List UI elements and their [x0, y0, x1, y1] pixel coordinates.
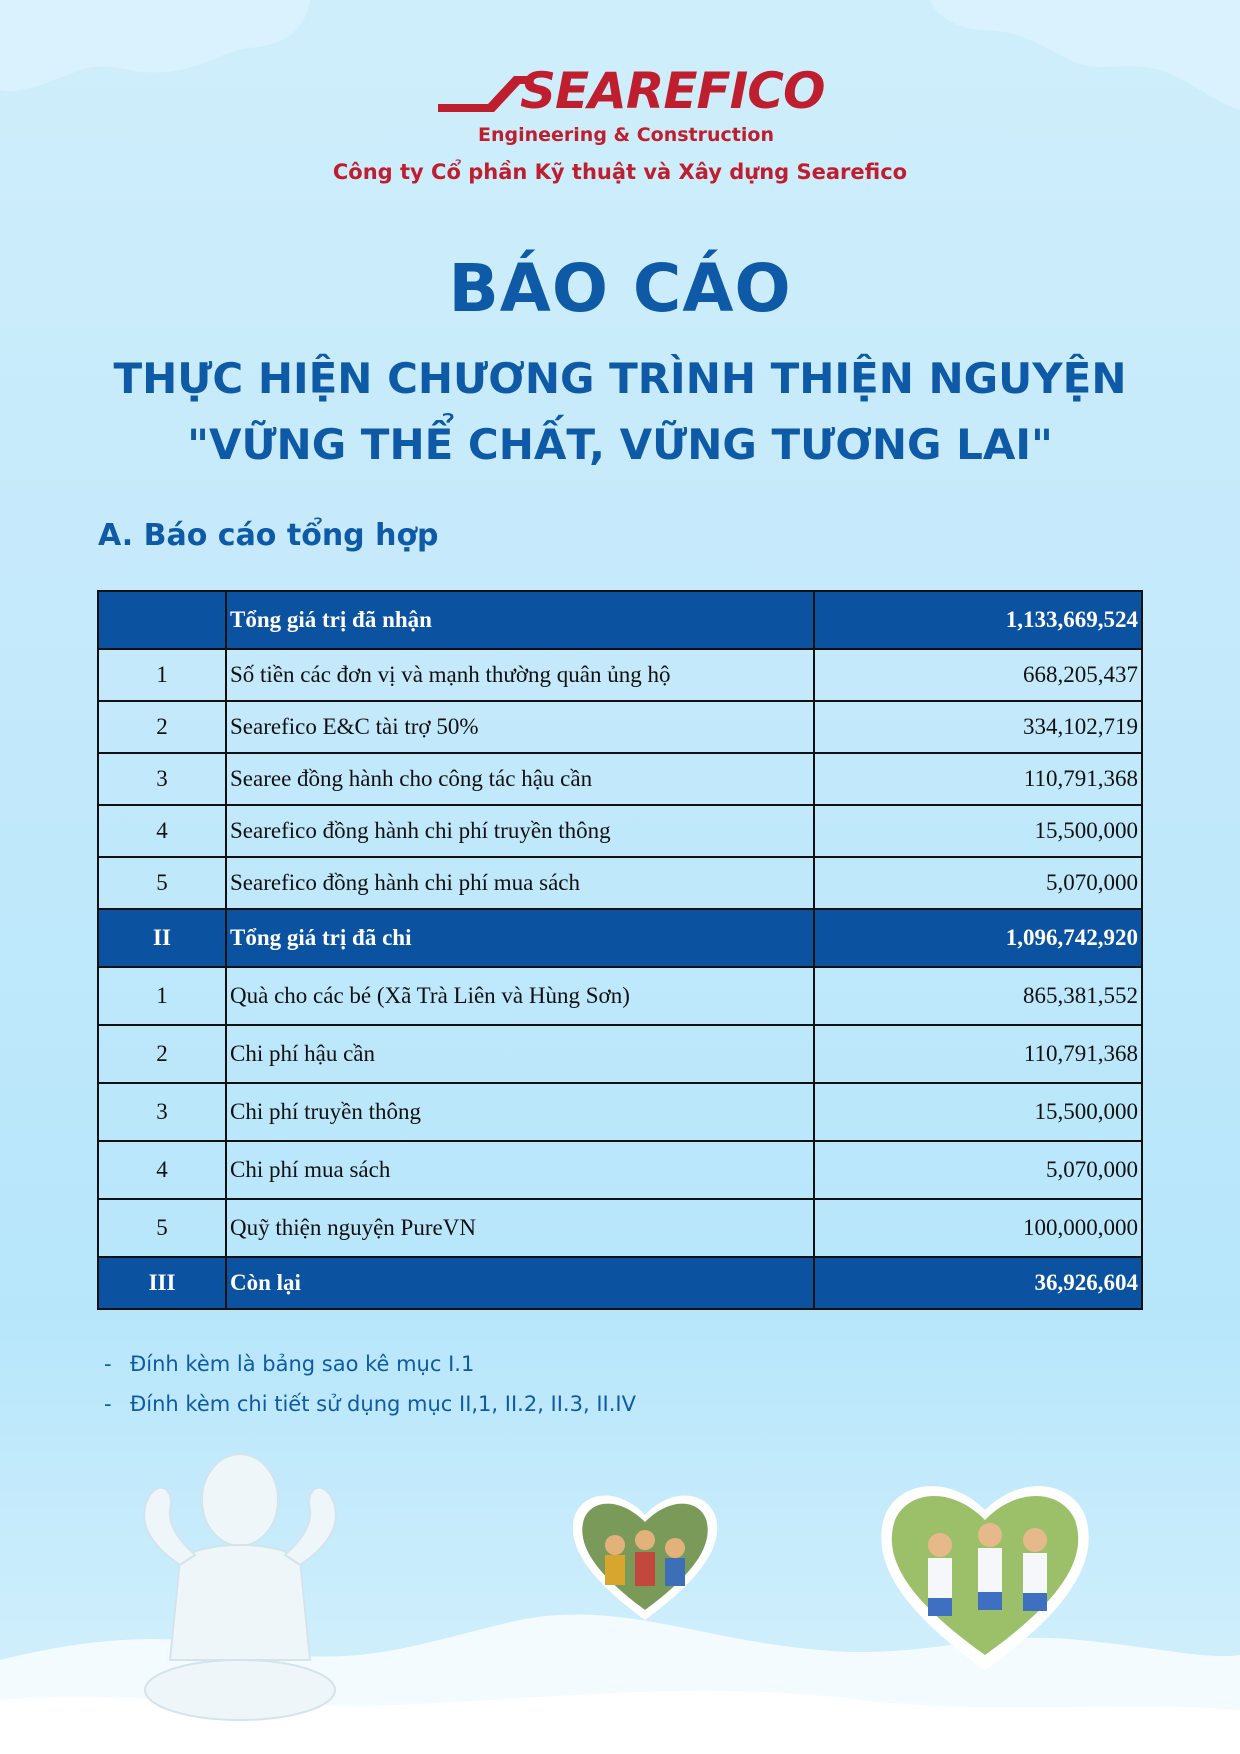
row-value: 5,070,000	[814, 857, 1142, 909]
row-label: Searefico E&C tài trợ 50%	[226, 701, 814, 753]
page-subtitle-line1: THỰC HIỆN CHƯƠNG TRÌNH THIỆN NGUYỆN	[113, 354, 1127, 403]
note-text: Đính kèm chi tiết sử dụng mục II,1, II.2, II.3, II.IV	[130, 1392, 636, 1416]
table-row	[98, 857, 1142, 909]
table-row	[98, 1141, 1142, 1199]
row-index: III	[98, 1257, 226, 1309]
row-label: Chi phí mua sách	[226, 1141, 814, 1199]
row-value: 865,381,552	[814, 967, 1142, 1025]
row-index: 1	[98, 649, 226, 701]
note-text: Đính kèm là bảng sao kê mục I.1	[130, 1352, 475, 1376]
note-item: - Đính kèm chi tiết sử dụng mục II,1, II.2, II.3, II.IV	[104, 1392, 636, 1416]
row-value: 100,000,000	[814, 1199, 1142, 1257]
table-row	[98, 753, 1142, 805]
table-row	[98, 805, 1142, 857]
row-label: Chi phí truyền thông	[226, 1083, 814, 1141]
table-row-remaining	[98, 1257, 1142, 1309]
logo-swoosh-icon	[436, 70, 532, 116]
table-row	[98, 649, 1142, 701]
milk-cloud-top-right	[930, 0, 1240, 110]
row-label: Quà cho các bé (Xã Trà Liên và Hùng Sơn)	[226, 967, 814, 1025]
row-label: Số tiền các đơn vị và mạnh thường quân ủng hộ	[226, 649, 814, 701]
row-label: Searee đồng hành cho công tác hậu cần	[226, 753, 814, 805]
row-value: 5,070,000	[814, 1141, 1142, 1199]
row-value: 334,102,719	[814, 701, 1142, 753]
row-label: Tổng giá trị đã chi	[226, 909, 814, 967]
row-index: II	[98, 909, 226, 967]
row-index: 5	[98, 857, 226, 909]
company-name: Công ty Cổ phần Kỹ thuật và Xây dựng Searefico	[332, 160, 908, 184]
row-value: 110,791,368	[814, 1025, 1142, 1083]
row-index: 4	[98, 805, 226, 857]
milk-cloud-top-left	[0, 0, 310, 91]
row-value: 668,205,437	[814, 649, 1142, 701]
row-index: 1	[98, 967, 226, 1025]
row-label: Chi phí hậu cần	[226, 1025, 814, 1083]
note-item: - Đính kèm là bảng sao kê mục I.1	[104, 1352, 475, 1376]
row-index: 2	[98, 701, 226, 753]
page-title: BÁO CÁO	[448, 250, 792, 327]
row-value: 1,096,742,920	[814, 909, 1142, 967]
logo-tagline: Engineering & Construction	[478, 124, 774, 146]
row-index: 3	[98, 753, 226, 805]
attachment-notes	[104, 1352, 636, 1432]
row-value: 1,133,669,524	[814, 591, 1142, 649]
row-value: 15,500,000	[814, 1083, 1142, 1141]
table-row-received-total	[98, 591, 1142, 649]
heart-photo-small	[573, 1495, 717, 1620]
row-label: Tổng giá trị đã nhận	[226, 591, 814, 649]
row-value: 36,926,604	[814, 1257, 1142, 1309]
table-row-spent-total	[98, 909, 1142, 967]
row-index: 2	[98, 1025, 226, 1083]
row-index: 4	[98, 1141, 226, 1199]
row-label: Searefico đồng hành chi phí mua sách	[226, 857, 814, 909]
row-index: 5	[98, 1199, 226, 1257]
row-label: Searefico đồng hành chi phí truyền thông	[226, 805, 814, 857]
row-label: Quỹ thiện nguyện PureVN	[226, 1199, 814, 1257]
summary-table	[97, 590, 1143, 1310]
row-value: 110,791,368	[814, 753, 1142, 805]
table-row	[98, 1083, 1142, 1141]
row-index: 3	[98, 1083, 226, 1141]
table-row	[98, 701, 1142, 753]
milk-boy-illustration	[144, 1454, 336, 1720]
row-index	[98, 591, 226, 649]
section-title: A. Báo cáo tổng hợp	[98, 518, 439, 553]
row-value: 15,500,000	[814, 805, 1142, 857]
table-row	[98, 1025, 1142, 1083]
table-row	[98, 1199, 1142, 1257]
table-row	[98, 967, 1142, 1025]
logo-brand: SEAREFICO	[520, 62, 825, 120]
page-subtitle-line2: "VỮNG THỂ CHẤT, VỮNG TƯƠNG LAI"	[187, 420, 1053, 469]
row-label: Còn lại	[226, 1257, 814, 1309]
